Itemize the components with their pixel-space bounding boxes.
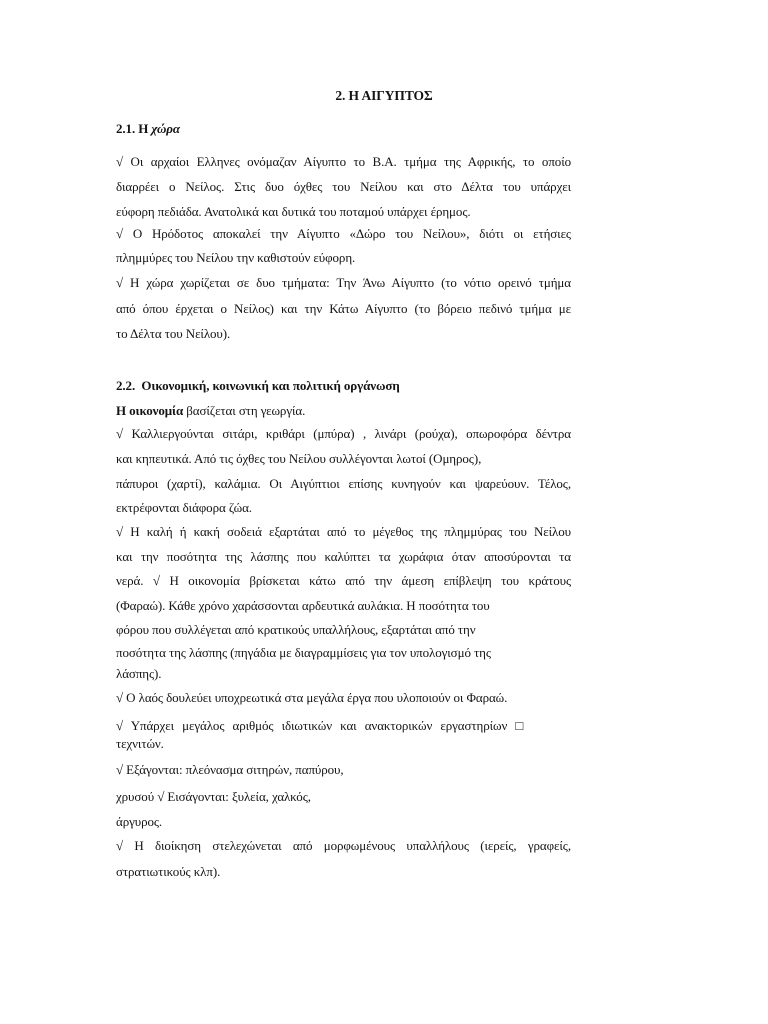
bold-term: Η οικονομία <box>116 403 184 418</box>
missing-glyph-box: □ <box>515 718 524 733</box>
text-line: πλημμύρες του Νείλου την καθιστούν εύφορη. <box>116 250 356 265</box>
text-line: ποσότητα της λάσπης (πηγάδια με διαγραμμίσεις για τον υπολογισμό της <box>116 645 491 660</box>
text-line: τεχνιτών. <box>116 736 164 751</box>
text-line: εύφορη πεδιάδα. Ανατολικά και δυτικά του ποταμού υπάρχει έρημος. <box>116 204 471 219</box>
text-line: διαρρέει ο Νείλος. Στις δυο όχθες του Νείλου και στο Δέλτα του υπάρχει <box>116 179 571 194</box>
text-line: √ Η χώρα χωρίζεται σε δυο τμήματα: Την Άνω Αίγυπτο (το νότιο ορεινό τμήμα <box>116 275 571 290</box>
text-line: το Δέλτα του Νείλου). <box>116 326 231 341</box>
text-line: (Φαραώ). Κάθε χρόνο χαράσσονται αρδευτικά αυλάκια. Η ποσότητα του <box>116 598 490 613</box>
text-line: φόρου που συλλέγεται από κρατικούς υπαλλήλους, εξαρτάται από την <box>116 622 476 637</box>
section-heading-2-2 <box>116 378 400 394</box>
text-line <box>116 718 523 734</box>
section-heading-italic: χώρα <box>151 121 180 136</box>
text-line: √ Ο λαός δουλεύει υποχρεωτικά στα μεγάλα έργα που υλοποιούν οι Φαραώ. <box>116 690 508 705</box>
text-line: στρατιωτικούς κλπ). <box>116 864 221 879</box>
section-number: 2.2. <box>116 378 136 393</box>
text-span: √ Υπάρχει μεγάλος αριθμός ιδιωτικών και ανακτορικών εργαστηρίων <box>116 718 516 733</box>
text-line: νερά. √ Η οικονομία βρίσκεται κάτω από την άμεση επίβλεψη του κράτους <box>116 573 571 588</box>
text-line: λάσπης). <box>116 666 162 681</box>
text-line: √ Καλλιεργούνται σιτάρι, κριθάρι (μπύρα) , λινάρι (ρούχα), οπωροφόρα δέντρα <box>116 426 571 441</box>
text-line: εκτρέφονται διάφορα ζώα. <box>116 500 252 515</box>
text-line: √ Εξάγονται: πλεόνασμα σιτηρών, παπύρου, <box>116 762 344 777</box>
text-line: √ Ο Ηρόδοτος αποκαλεί την Αίγυπτο «Δώρο του Νείλου», διότι οι ετήσιες <box>116 226 571 241</box>
text-line <box>116 403 305 419</box>
text-line: άργυρος. <box>116 814 163 829</box>
text-line: χρυσού √ Εισάγονται: ξυλεία, χαλκός, <box>116 789 311 804</box>
text-line: και κηπευτικά. Από τις όχθες του Νείλου συλλέγονται λωτοί (Ομηρος), <box>116 451 482 466</box>
text-line: √ Η καλή ή κακή σοδειά εξαρτάται από το μέγεθος της πλημμύρας του Νείλου <box>116 524 571 539</box>
text-span: βασίζεται στη γεωργία. <box>183 403 306 418</box>
text-line: από όπου έρχεται ο Νείλος) και την Κάτω Αίγυπτο (το βόρειο πεδινό τμήμα με <box>116 301 571 316</box>
text-line: και την ποσότητα της λάσπης που καλύπτει τα χωράφια όταν αποσύρονται τα <box>116 549 571 564</box>
text-line: √ Οι αρχαίοι Ελληνες ονόμαζαν Αίγυπτο το Β.Α. τμήμα της Αφρικής, το οποίο <box>116 154 571 169</box>
section-number: 2.1. Η <box>116 121 152 136</box>
text-line: πάπυροι (χαρτί), καλάμια. Οι Αιγύπτιοι επίσης κυνηγούν και ψαρεύουν. Τέλος, <box>116 476 571 491</box>
section-heading-text: Οικονομική, κοινωνική και πολιτική οργάνωση <box>141 378 400 393</box>
section-heading-2-1 <box>116 121 180 137</box>
document-title: 2. Η ΑΙΓΥΠΤΟΣ <box>335 88 433 103</box>
text-line: √ Η διοίκηση στελεχώνεται από μορφωμένους υπαλλήλους (ιερείς, γραφείς, <box>116 838 571 853</box>
